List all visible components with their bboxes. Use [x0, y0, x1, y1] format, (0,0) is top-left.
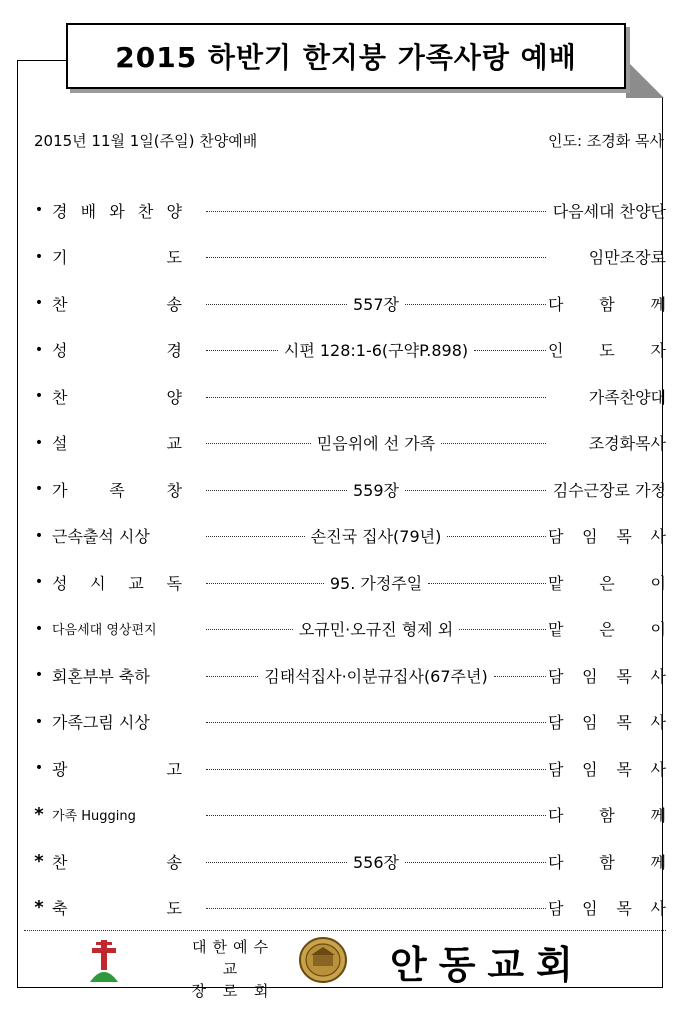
- person-part: 담: [548, 899, 564, 918]
- footer: [18, 932, 663, 1000]
- person-part: 담: [548, 527, 564, 546]
- dot-leader: [494, 676, 546, 677]
- dot-leader: [474, 350, 546, 351]
- order-bullet: •: [34, 434, 44, 451]
- order-item-label: [52, 478, 182, 501]
- order-bullet: •: [34, 388, 44, 404]
- order-bullet: •: [34, 481, 44, 497]
- denomination-line-1: 대한예수교: [192, 938, 274, 978]
- dot-leader: [206, 583, 324, 584]
- dot-leader: [206, 257, 546, 258]
- order-row: [26, 469, 666, 509]
- order-item-detail: 시편 128:1-6(구약P.898): [283, 341, 469, 360]
- label-part: 송: [166, 852, 182, 872]
- label-part: 설: [52, 434, 68, 453]
- order-item-label: [52, 571, 182, 594]
- service-date: 2015년 11월 1일(주일) 찬양예배: [34, 132, 258, 150]
- service-info: [34, 130, 664, 154]
- dot-leader: [405, 490, 546, 491]
- label-part: 시: [90, 573, 106, 593]
- order-item-label: [52, 292, 182, 315]
- order-row: [26, 237, 666, 277]
- order-row: [26, 376, 666, 416]
- order-item-person: [548, 609, 666, 649]
- order-item-detail: 559장: [353, 480, 399, 500]
- person-part: 임: [582, 759, 598, 779]
- order-bullet: •: [34, 248, 44, 265]
- order-bullet: •: [34, 760, 44, 776]
- person-part: 사: [650, 527, 666, 546]
- order-leader-line: [206, 283, 546, 323]
- order-bullet: •: [34, 202, 44, 218]
- dot-leader: [206, 769, 546, 770]
- person-part: 담: [548, 713, 564, 732]
- order-item-person: [548, 655, 666, 695]
- order-item-detail: 557장: [353, 294, 399, 314]
- label-part: 다음세대 영상편지: [52, 623, 157, 638]
- order-bullet: •: [34, 574, 44, 590]
- order-leader-line: [206, 562, 546, 602]
- person-part: 목: [616, 759, 632, 779]
- label-part: 교: [128, 573, 144, 593]
- order-bullet: *: [34, 850, 44, 872]
- person-part: 이: [650, 573, 666, 593]
- order-row: [26, 283, 666, 323]
- order-row: [26, 655, 666, 695]
- order-row: [26, 190, 666, 230]
- person-part: 다: [548, 806, 564, 825]
- dot-leader: [206, 490, 347, 491]
- order-row: [26, 330, 666, 370]
- dot-leader: [441, 443, 546, 444]
- order-item-label: [52, 524, 182, 547]
- order-row: [26, 702, 666, 742]
- label-part: 창: [166, 480, 182, 500]
- label-part: 찬: [137, 201, 154, 221]
- dot-leader: [206, 304, 347, 305]
- order-leader-line: [206, 469, 546, 509]
- dot-leader: [206, 908, 546, 909]
- order-item-person: [548, 702, 666, 742]
- order-item-label: [52, 385, 182, 408]
- label-part: 고: [166, 759, 182, 779]
- order-bullet: •: [34, 341, 44, 358]
- person-part: 목: [616, 899, 632, 918]
- dot-leader: [206, 722, 546, 723]
- person-part: 조경화목사: [588, 434, 666, 453]
- label-part: 송: [166, 294, 182, 314]
- order-item-label: [52, 757, 182, 780]
- person-part: 함: [599, 852, 615, 872]
- order-bullet: •: [34, 527, 44, 544]
- order-leader-line: [206, 330, 546, 370]
- person-part: 함: [599, 806, 615, 825]
- label-part: 도: [166, 248, 182, 267]
- label-part: 축: [52, 899, 68, 918]
- dot-leader: [206, 443, 311, 444]
- order-bullet: •: [34, 295, 44, 311]
- person-part: 은: [599, 573, 615, 593]
- label-part: 근속출석 시상: [52, 527, 150, 546]
- dot-leader: [405, 862, 546, 863]
- presbyterian-cross-icon: [88, 938, 120, 982]
- label-part: 배: [80, 201, 97, 221]
- dot-leader: [206, 536, 305, 537]
- person-part: 도: [599, 341, 615, 360]
- order-item-person: [548, 469, 666, 509]
- person-part: 맡: [548, 620, 564, 639]
- order-item-detail: 김태석집사·이분규집사(67주년): [264, 666, 488, 686]
- order-leader-line: [206, 516, 546, 556]
- order-leader-line: [206, 795, 546, 835]
- label-part: 찬: [52, 387, 68, 407]
- dot-leader: [206, 629, 293, 630]
- person-part: 임: [582, 899, 598, 918]
- label-part: 가족 Hugging: [52, 809, 136, 824]
- label-part: 경: [52, 201, 68, 221]
- person-part: 다: [548, 294, 564, 314]
- footer-divider: [24, 930, 666, 931]
- order-item-label: [52, 805, 182, 824]
- person-part: 이: [650, 620, 666, 639]
- person-part: 사: [650, 666, 666, 686]
- order-item-label: [52, 245, 182, 268]
- order-item-label: [52, 850, 182, 873]
- order-item-detail: 95. 가정주일: [329, 573, 423, 593]
- person-part: 께: [650, 806, 666, 825]
- order-item-label: [52, 431, 182, 454]
- person-part: 김수근장로 가정: [552, 480, 666, 500]
- person-part: 사: [650, 899, 666, 918]
- order-leader-line: [206, 702, 546, 742]
- order-row: [26, 888, 666, 928]
- order-leader-line: [206, 655, 546, 695]
- church-name: 안동교회: [390, 943, 585, 987]
- order-item-person: [548, 190, 666, 230]
- person-part: 임: [582, 713, 598, 732]
- page-title: 2015 하반기 한지붕 가족사랑 예배: [115, 41, 577, 74]
- order-item-person: [548, 562, 666, 602]
- order-leader-line: [206, 376, 546, 416]
- person-part: 께: [650, 852, 666, 872]
- order-item-detail: 손진국 집사(79년): [310, 527, 442, 546]
- person-part: 께: [650, 294, 666, 314]
- person-part: 함: [599, 294, 615, 314]
- label-part: 광: [52, 759, 68, 779]
- person-part: 임: [582, 527, 598, 546]
- person-part: 다: [548, 852, 564, 872]
- order-item-person: [548, 283, 666, 323]
- dot-leader: [405, 304, 546, 305]
- person-part: 담: [548, 666, 564, 686]
- order-item-detail: 믿음위에 선 가족: [316, 434, 436, 453]
- person-part: 자: [650, 341, 666, 360]
- order-item-label: [52, 896, 182, 919]
- denomination-line-2: 장 로 회: [191, 982, 275, 1000]
- dot-leader: [428, 583, 546, 584]
- dot-leader: [206, 350, 278, 351]
- order-row: [26, 516, 666, 556]
- order-bullet: •: [34, 620, 44, 637]
- service-leader: 인도: 조경화 목사: [547, 132, 664, 150]
- label-part: 기: [52, 248, 68, 267]
- order-leader-line: [206, 888, 546, 928]
- order-row: [26, 423, 666, 463]
- label-part: 독: [166, 573, 182, 593]
- order-row: [26, 795, 666, 835]
- order-bullet: *: [34, 897, 44, 918]
- label-part: 성: [52, 341, 68, 360]
- person-part: 가족찬양대: [588, 387, 666, 407]
- order-item-label: [52, 338, 182, 361]
- dot-leader: [206, 815, 546, 816]
- label-part: 찬: [52, 852, 68, 872]
- order-bullet: •: [34, 713, 44, 730]
- order-item-label: [52, 664, 182, 687]
- dot-leader: [206, 676, 258, 677]
- person-part: 목: [616, 527, 632, 546]
- order-item-person: [548, 516, 666, 556]
- person-part: 담: [548, 759, 564, 779]
- order-leader-line: [206, 190, 546, 230]
- order-row: [26, 609, 666, 649]
- order-leader-line: [206, 841, 546, 881]
- order-item-person: [548, 795, 666, 835]
- label-part: 회혼부부 축하: [52, 666, 150, 686]
- person-part: 목: [616, 713, 632, 732]
- order-row: [26, 562, 666, 602]
- order-item-person: [548, 237, 666, 277]
- order-leader-line: [206, 748, 546, 788]
- label-part: 경: [166, 341, 182, 360]
- order-row: [26, 841, 666, 881]
- person-part: 사: [650, 713, 666, 732]
- person-part: 임: [582, 666, 598, 686]
- order-item-label: [52, 619, 182, 638]
- label-part: 성: [52, 573, 68, 593]
- denomination: [183, 936, 283, 1002]
- label-part: 족: [109, 480, 125, 500]
- order-item-person: [548, 423, 666, 463]
- order-bullet: •: [34, 667, 44, 683]
- order-bullet: *: [34, 804, 44, 825]
- dot-leader: [206, 862, 347, 863]
- order-item-person: [548, 330, 666, 370]
- order-leader-line: [206, 423, 546, 463]
- dot-leader: [447, 536, 546, 537]
- label-part: 양: [166, 201, 182, 221]
- order-item-detail: 오규민·오규진 형제 외: [298, 620, 454, 639]
- label-part: 도: [166, 899, 182, 918]
- label-part: 가족그림 시상: [52, 713, 150, 732]
- label-part: 와: [109, 201, 125, 221]
- person-part: 목: [616, 666, 632, 686]
- order-item-person: [548, 376, 666, 416]
- label-part: 찬: [52, 294, 68, 314]
- dot-leader: [206, 211, 546, 212]
- page-fold-icon: [626, 60, 664, 98]
- title-box: [66, 23, 626, 89]
- person-part: 사: [650, 759, 666, 779]
- order-leader-line: [206, 237, 546, 277]
- person-part: 다음세대 찬양단: [552, 201, 666, 221]
- person-part: 맡: [548, 573, 564, 593]
- dot-leader: [206, 397, 546, 398]
- order-leader-line: [206, 609, 546, 649]
- order-item-person: [548, 748, 666, 788]
- order-row: [26, 748, 666, 788]
- order-item-label: [52, 199, 182, 222]
- person-part: 임만조장로: [588, 248, 666, 267]
- order-item-person: [548, 888, 666, 928]
- church-seal-icon: [298, 936, 348, 984]
- person-part: 은: [599, 620, 615, 639]
- order-item-detail: 556장: [353, 852, 399, 872]
- order-item-label: [52, 710, 182, 733]
- person-part: 인: [548, 341, 564, 360]
- label-part: 교: [166, 434, 182, 453]
- order-item-person: [548, 841, 666, 881]
- label-part: 양: [166, 387, 182, 407]
- label-part: 가: [52, 480, 68, 500]
- dot-leader: [459, 629, 546, 630]
